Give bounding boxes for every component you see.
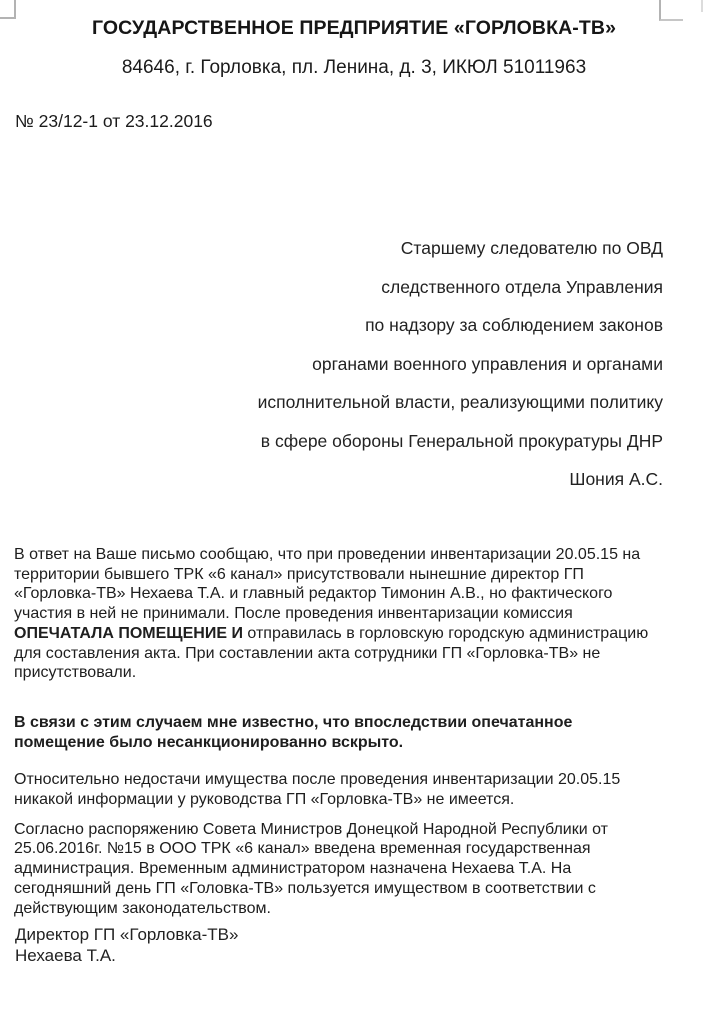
letter-body <box>14 545 665 918</box>
paragraph-inventory-account <box>14 545 665 683</box>
addressee-line: следственного отдела Управления <box>381 276 663 297</box>
paragraph-state-administration: Согласно распоряжению Совета Министров Донецкой Народной Республики от 25.06.2016г. №15 в ООО ТРК «6 канал» введена временная государственная администрация. Временным администратором назначена Нехаева Т.А. На сегодняшний день ГП «Головка-ТВ» пользуется имуществом в соответствии с действующим законодательством. <box>14 820 608 917</box>
emphasized-sealed-premises-text: ОПЕЧАТАЛА ПОМЕЩЕНИЕ И <box>14 624 243 642</box>
paragraph-text: В ответ на Ваше письмо сообщаю, что при проведении инвентаризации 20.05.15 на территории бывшего ТРК «6 канал» присутствовали нынешние директор ГП «Горловка-ТВ» Нехаева Т.А. и главный редактор Тимонин А.В., но фактического участия в ней не принимали. После проведения инвентаризации комиссия <box>14 546 641 623</box>
addressee-line: органами военного управления и органами <box>312 353 663 374</box>
paragraph-text: отправилась в горловскую городскую администрацию для составления акта. При составлении акта сотрудники ГП «Горловка-ТВ» не присутствовали. <box>14 624 649 682</box>
addressee-line: исполнительной власти, реализующими политику <box>257 392 663 412</box>
addressee-line: в сфере обороны Генеральной прокуратуры ДНР <box>260 430 663 451</box>
scan-crop-mark-right-edge <box>701 0 703 12</box>
org-name-heading: ГОСУДАРСТВЕННОЕ ПРЕДПРИЯТИЕ «ГОРЛОВКА-ТВ» <box>91 17 617 39</box>
addressee-name: Шония А.С. <box>569 469 663 489</box>
paragraph-no-information: Относительно недостачи имущества после проведения инвентаризации 20.05.15 никакой информации у руководства ГП «Горловка-ТВ» не имеется. <box>14 771 621 809</box>
addressee-line: Старшему следователю по ОВД <box>400 238 663 258</box>
reference-number-and-date: № 23/12-1 от 23.12.2016 <box>15 111 213 131</box>
paragraph-unauthorized-opening: В связи с этим случаем мне известно, что впоследствии опечатанное помещение было несанкционированно вскрыто. <box>14 713 573 751</box>
signer-name: Нехаева Т.А. <box>15 946 116 965</box>
signer-position: Директор ГП «Горловка-ТВ» <box>15 925 239 944</box>
signature-block <box>15 924 238 966</box>
addressee-block <box>193 229 663 499</box>
org-address-line: 84646, г. Горловка, пл. Ленина, д. 3, ИКЮЛ 51011963 <box>121 57 587 78</box>
addressee-line: по надзору за соблюдением законов <box>365 315 663 335</box>
